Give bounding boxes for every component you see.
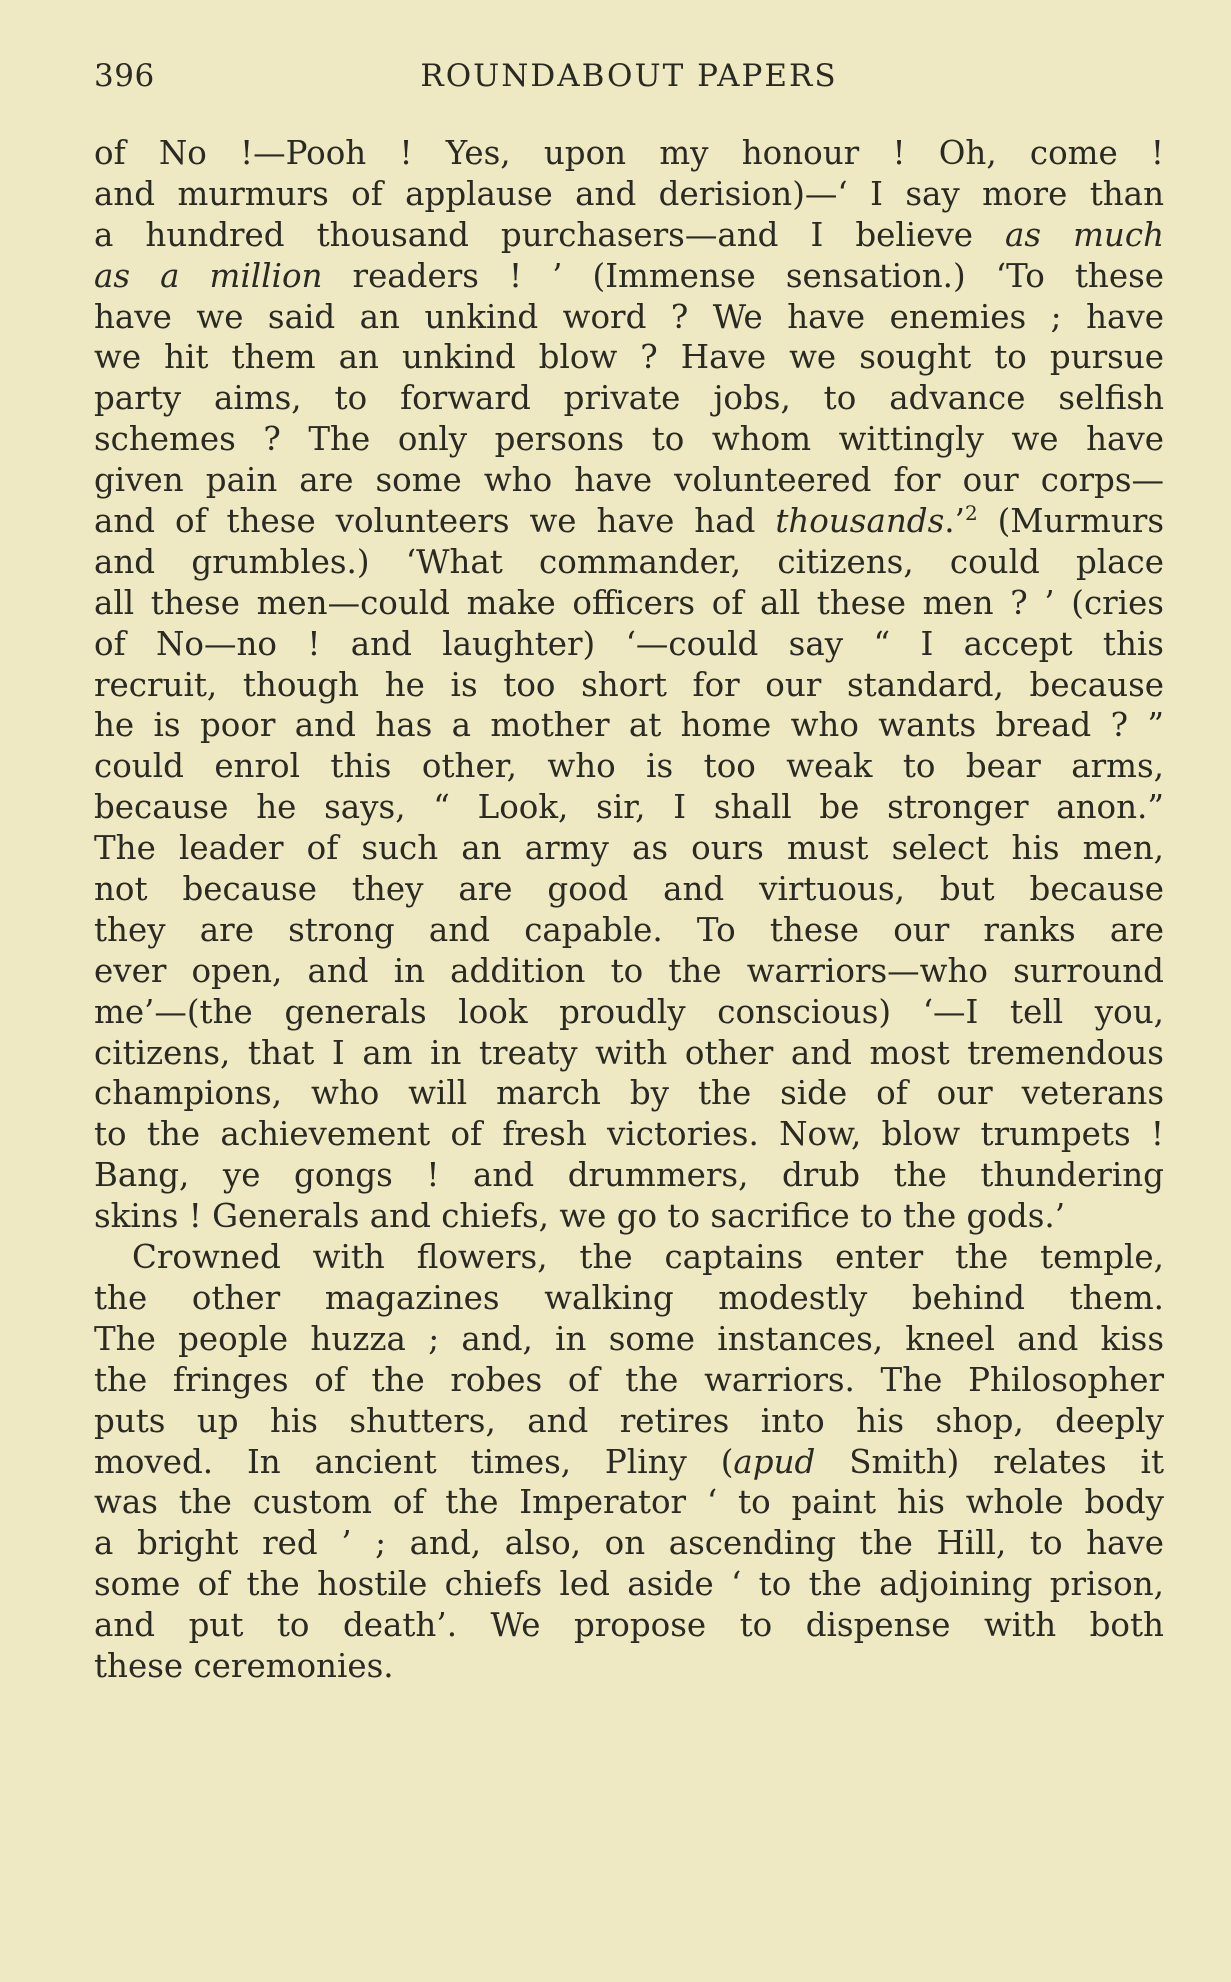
line-text: these ceremonies. bbox=[94, 1646, 394, 1685]
text-line bbox=[94, 1564, 1164, 1605]
line-text: .’ bbox=[944, 502, 965, 541]
line-text: Smith) relates it bbox=[815, 1442, 1165, 1481]
line-text: (Murmurs bbox=[977, 502, 1164, 541]
line-text: moved. In ancient times, Pliny ( bbox=[94, 1442, 734, 1481]
text-line bbox=[94, 133, 1164, 174]
text-line bbox=[94, 460, 1164, 501]
line-text: a bright red ’ ; and, also, on ascending the Hill, to have bbox=[94, 1524, 1164, 1563]
line-text: puts up his shutters, and retires into his shop, deeply bbox=[94, 1401, 1164, 1440]
text-line bbox=[94, 1360, 1164, 1401]
text-line bbox=[94, 337, 1164, 378]
text-line bbox=[94, 1155, 1164, 1196]
text-line bbox=[94, 1114, 1164, 1155]
footnote-marker: 2 bbox=[964, 501, 978, 526]
italic-text: as much bbox=[1005, 215, 1164, 254]
line-text: we hit them an unkind blow ? Have we sought to pursue bbox=[94, 338, 1164, 377]
line-text: some of the hostile chiefs led aside ‘ to the adjoining prison, bbox=[94, 1565, 1164, 1604]
text-line bbox=[94, 787, 1164, 828]
text-line bbox=[94, 378, 1164, 419]
running-title: ROUNDABOUT PAPERS bbox=[420, 58, 838, 94]
line-text: not because they are good and virtuous, but because bbox=[94, 870, 1164, 909]
line-text: and put to death’. We propose to dispense with both bbox=[94, 1606, 1164, 1645]
text-line bbox=[94, 705, 1164, 746]
line-text: Crowned with flowers, the captains enter the temple, bbox=[132, 1238, 1164, 1277]
line-text: Bang, ye gongs ! and drummers, drub the thundering bbox=[94, 1156, 1164, 1195]
line-text: The people huzza ; and, in some instances, kneel and kiss bbox=[94, 1319, 1164, 1358]
text-line bbox=[94, 828, 1164, 869]
italic-text: thousands bbox=[775, 502, 945, 541]
text-line bbox=[94, 1073, 1164, 1114]
line-text: given pain are some who have volunteered for our corps— bbox=[94, 461, 1164, 500]
text-line bbox=[94, 174, 1164, 215]
line-text: the other magazines walking modestly behind them. bbox=[94, 1278, 1164, 1317]
text-line bbox=[94, 297, 1164, 338]
text-line bbox=[94, 256, 1164, 297]
line-text: party aims, to forward private jobs, to advance selfish bbox=[94, 379, 1164, 418]
italic-text: apud bbox=[733, 1442, 816, 1481]
text-line bbox=[94, 665, 1164, 706]
line-text: ever open, and in addition to the warriors—who surround bbox=[94, 951, 1164, 990]
line-text: The leader of such an army as ours must select his men, bbox=[94, 829, 1164, 868]
line-text: citizens, that I am in treaty with other and most tremendous bbox=[94, 1033, 1164, 1072]
line-text: skins ! Generals and chiefs, we go to sacrifice to the gods.’ bbox=[94, 1197, 1066, 1236]
text-line bbox=[94, 1442, 1164, 1483]
line-text: they are strong and capable. To these our ranks are bbox=[94, 910, 1164, 949]
text-line bbox=[94, 746, 1164, 787]
text-line bbox=[94, 1196, 1164, 1237]
text-line bbox=[94, 1033, 1164, 1074]
page-number: 396 bbox=[94, 58, 155, 94]
text-line bbox=[94, 992, 1164, 1033]
running-head bbox=[94, 58, 1164, 102]
text-line bbox=[94, 215, 1164, 256]
text-line bbox=[94, 542, 1164, 583]
text-line bbox=[94, 419, 1164, 460]
line-text: have we said an unkind word ? We have enemies ; have bbox=[94, 297, 1164, 336]
text-line bbox=[94, 583, 1164, 624]
line-text: he is poor and has a mother at home who wants bread ? ” bbox=[94, 706, 1164, 745]
text-line bbox=[94, 951, 1164, 992]
line-text: a hundred thousand purchasers—and I believe bbox=[94, 215, 1006, 254]
text-line bbox=[94, 1523, 1164, 1564]
text-line bbox=[94, 1319, 1164, 1360]
line-text: was the custom of the Imperator ‘ to paint his whole body bbox=[94, 1483, 1164, 1522]
line-text: and murmurs of applause and derision)—‘ I say more than bbox=[94, 174, 1164, 213]
text-line bbox=[94, 869, 1164, 910]
text-line bbox=[94, 1482, 1164, 1523]
line-text: schemes ? The only persons to whom wittingly we have bbox=[94, 420, 1164, 459]
line-text: the fringes of the robes of the warriors. The Philosopher bbox=[94, 1360, 1164, 1399]
line-text: me’—(the generals look proudly conscious) ‘—I tell you, bbox=[94, 992, 1164, 1031]
line-text: of No !—Pooh ! Yes, upon my honour ! Oh, come ! bbox=[94, 134, 1164, 172]
line-text: of No—no ! and laughter) ‘—could say “ I accept this bbox=[94, 624, 1164, 663]
text-line bbox=[94, 1605, 1164, 1646]
line-text: champions, who will march by the side of our veterans bbox=[94, 1074, 1164, 1113]
line-text: to the achievement of fresh victories. Now, blow trumpets ! bbox=[94, 1115, 1164, 1154]
text-line bbox=[94, 501, 1164, 542]
line-text: all these men—could make officers of all these men ? ’ (cries bbox=[94, 583, 1164, 622]
text-line bbox=[94, 1646, 1164, 1687]
line-text: readers ! ’ (Immense sensation.) ‘To these bbox=[322, 256, 1164, 295]
line-text: could enrol this other, who is too weak to bear arms, bbox=[94, 747, 1164, 786]
text-line bbox=[94, 910, 1164, 951]
body-text bbox=[94, 133, 1164, 1687]
line-text: recruit, though he is too short for our standard, because bbox=[94, 665, 1164, 704]
text-line bbox=[94, 1401, 1164, 1442]
line-text: and of these volunteers we have had bbox=[94, 502, 776, 541]
text-line bbox=[94, 624, 1164, 665]
text-line bbox=[94, 1237, 1164, 1278]
line-text: and grumbles.) ‘What commander, citizens, could place bbox=[94, 542, 1164, 581]
italic-text: as a million bbox=[94, 256, 323, 295]
text-line bbox=[94, 1278, 1164, 1319]
line-text: because he says, “ Look, sir, I shall be stronger anon.” bbox=[94, 788, 1164, 827]
